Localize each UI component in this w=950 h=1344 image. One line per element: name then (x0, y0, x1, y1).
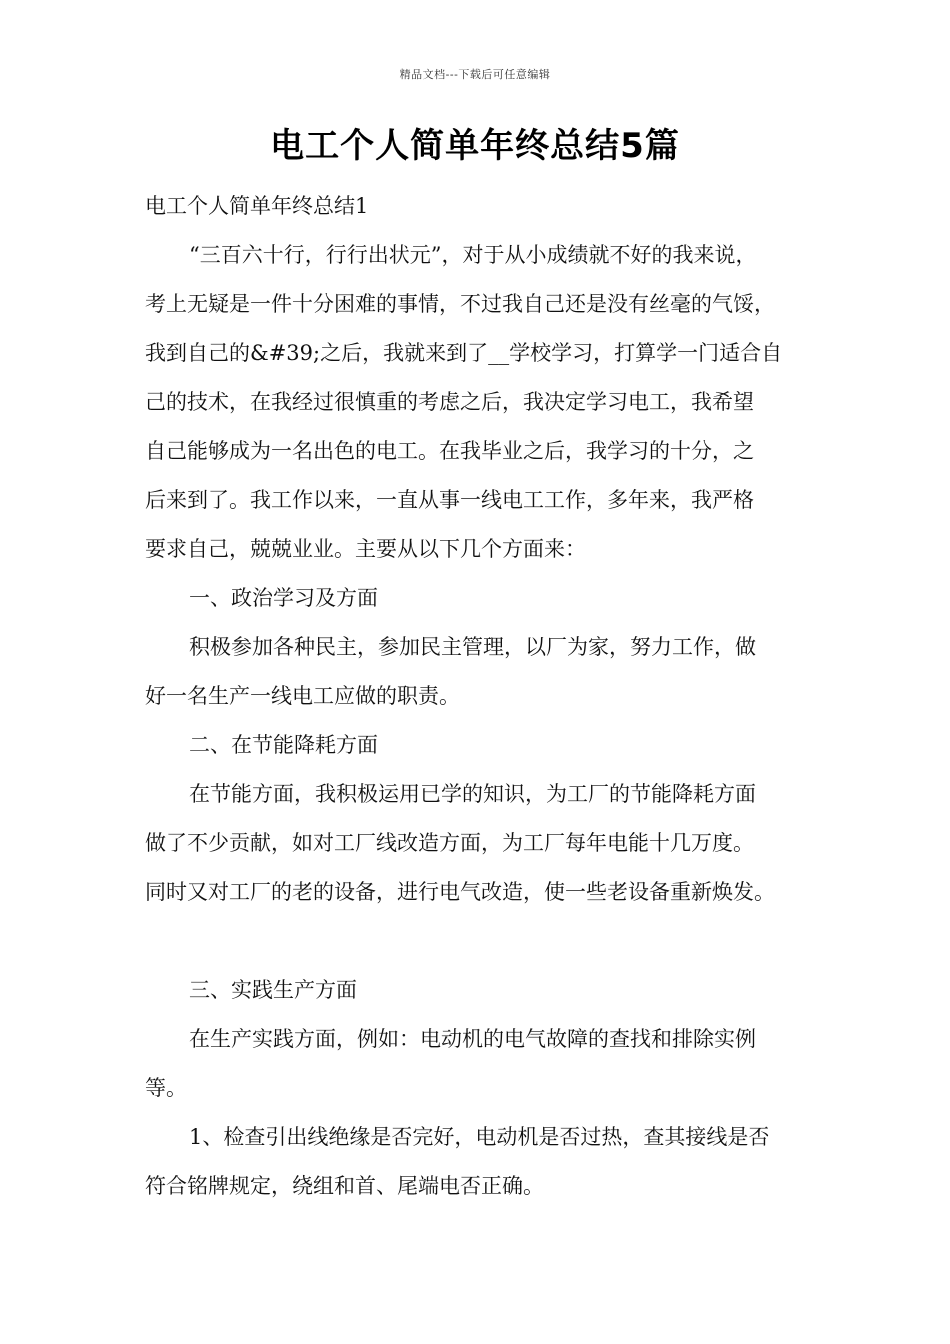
paragraph-line: 1、检查引出线绝缘是否完好，电动机是否过热，查其接线是否 (189, 1125, 770, 1149)
paragraph-line: 好一名生产一线电工应做的职责。 (145, 684, 460, 708)
subheading: 一、政治学习及方面 (189, 586, 378, 610)
paragraph-line: 在生产实践方面，例如：电动机的电气故障的查找和排除实例 (189, 1027, 756, 1051)
blank-line (145, 917, 810, 966)
paragraph-line: 积极参加各种民主，参加民主管理，以厂为家，努力工作，做 (189, 635, 756, 659)
subheading: 二、在节能降耗方面 (189, 733, 378, 757)
paragraph-line: 做了不少贡献，如对工厂线改造方面，为工厂每年电能十几万度。 (145, 831, 754, 855)
section-heading: 电工个人简单年终总结1 (145, 194, 369, 218)
document-body (145, 182, 810, 1211)
paragraph-line: 考上无疑是一件十分困难的事情，不过我自己还是没有丝毫的气馁， (145, 292, 775, 316)
paragraph-line: “三百六十行，行行出状元”，对于从小成绩就不好的我来说， (189, 243, 757, 267)
paragraph-line: 同时又对工厂的老的设备，进行电气改造，使一些老设备重新焕发。 (145, 880, 775, 904)
paragraph-line: 在节能方面，我积极运用已学的知识，为工厂的节能降耗方面 (189, 782, 756, 806)
paragraph-line: 己的技术，在我经过很慎重的考虑之后，我决定学习电工，我希望 (145, 390, 754, 414)
subheading: 三、实践生产方面 (189, 978, 357, 1002)
document-title: 电工个人简单年终总结5篇 (270, 126, 680, 166)
header-note: 精品文档---下载后可任意编辑 (399, 68, 551, 81)
paragraph-line: 等。 (145, 1076, 187, 1100)
paragraph-line: 要求自己，兢兢业业。主要从以下几个方面来： (145, 537, 586, 561)
paragraph-line: 后来到了。我工作以来，一直从事一线电工工作，多年来，我严格 (145, 488, 754, 512)
paragraph-line: 符合铭牌规定，绕组和首、尾端电否正确。 (145, 1174, 544, 1198)
paragraph-line: 我到自己的&#39;之后，我就来到了__学校学习，打算学一门适合自 (145, 341, 783, 365)
paragraph-line: 自己能够成为一名出色的电工。在我毕业之后，我学习的十分，之 (145, 439, 754, 463)
